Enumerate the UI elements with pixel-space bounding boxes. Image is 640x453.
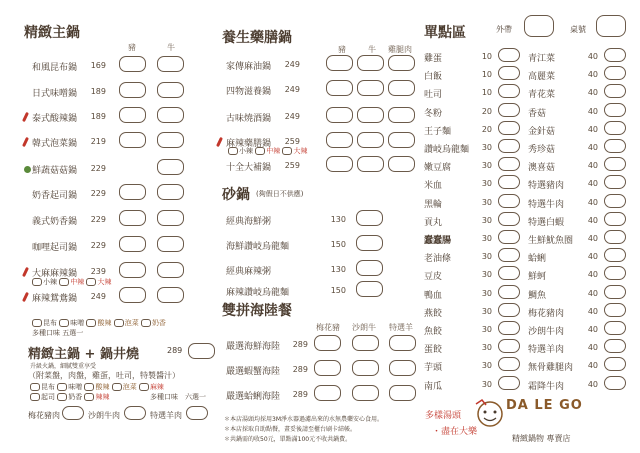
alacarte-left-name: 芋頭	[424, 363, 443, 373]
herbal-title: 養生藥膳鍋	[222, 30, 292, 46]
yy-opt-label: 味噌	[70, 319, 85, 327]
claypot-item-name: 經典海鮮粥	[226, 217, 272, 227]
claypot-item-name: 經典麻辣粥	[226, 267, 272, 277]
logo-text: DA LE GO	[506, 398, 583, 413]
alacarte-right-price: 40	[587, 161, 598, 170]
alacarte-right-price: 40	[587, 125, 598, 134]
alacarte-right-name: 高麗菜	[528, 72, 556, 82]
spicy-opt-label: 小辣	[239, 147, 253, 155]
alacarte-left-name: 豆皮	[424, 272, 443, 282]
seafood-qty-box[interactable]	[389, 385, 416, 401]
seafood-qty-box[interactable]	[389, 335, 416, 351]
alacarte-left-price: 30	[481, 179, 492, 188]
chili-icon	[216, 137, 223, 147]
hotpot-item-price: 249	[90, 292, 106, 301]
yuanyang-note: 多種口味 五選一	[32, 329, 84, 337]
hotpot-beef-box[interactable]	[157, 287, 184, 303]
alacarte-left-name: 鴨血	[424, 291, 443, 301]
claypot-qty-box[interactable]	[356, 281, 383, 297]
alacarte-left-box[interactable]	[498, 339, 520, 353]
alacarte-right-price: 40	[587, 361, 598, 370]
claypot-qty-box[interactable]	[356, 210, 383, 226]
alacarte-right-price: 40	[587, 270, 598, 279]
alacarte-right-name: 特選豬肉	[528, 181, 565, 191]
yy-opt-checkbox[interactable]	[59, 319, 69, 327]
table-box[interactable]	[596, 15, 626, 37]
combo-opt-checkbox[interactable]	[30, 383, 40, 391]
herbal-item-price: 249	[284, 112, 300, 121]
combo-opt-label: 昆布	[41, 383, 55, 391]
seafood-title: 雙拼海陸餐	[222, 303, 292, 319]
alacarte-left-name: 貢丸	[424, 218, 443, 228]
alacarte-right-box[interactable]	[604, 175, 626, 189]
yy-opt-label: 泡菜	[124, 319, 139, 327]
alacarte-left-name: 魚餃	[424, 327, 443, 337]
combo-meat-1: 沙朗牛肉	[88, 411, 120, 420]
chili-icon	[22, 267, 29, 277]
alacarte-left-box[interactable]	[498, 230, 520, 244]
alacarte-left-price: 30	[481, 270, 492, 279]
combo-opt-label: 奶香	[68, 393, 83, 401]
herbal-qty-box[interactable]	[357, 156, 384, 172]
hotpot-spicy-options	[32, 277, 111, 287]
alacarte-right-price: 40	[587, 343, 598, 352]
herbal-qty-box[interactable]	[326, 132, 353, 148]
alacarte-right-price: 40	[587, 216, 598, 225]
alacarte-left-box[interactable]	[498, 248, 520, 262]
herbal-qty-box[interactable]	[326, 107, 353, 123]
alacarte-right-box[interactable]	[604, 48, 626, 62]
alacarte-right-price: 40	[587, 289, 598, 298]
mascot-logo	[470, 396, 510, 430]
hotpot-pork-box[interactable]	[119, 262, 146, 278]
alacarte-right-price: 40	[587, 70, 598, 79]
alacarte-right-name: 特選牛肉	[528, 200, 565, 210]
hotpot-beef-box[interactable]	[157, 236, 184, 252]
herbal-item-name: 四物滋養鍋	[226, 87, 272, 97]
seafood-qty-box[interactable]	[352, 385, 379, 401]
hotpot-col-beef: 牛	[167, 43, 175, 52]
yuanyang-options	[32, 318, 166, 328]
alacarte-right-box[interactable]	[604, 357, 626, 371]
alacarte-left-box[interactable]	[498, 285, 520, 299]
alacarte-right-name: 梅花豬肉	[528, 309, 565, 319]
hotpot-pork-box[interactable]	[119, 107, 146, 123]
alacarte-right-price: 40	[587, 179, 598, 188]
alacarte-right-box[interactable]	[604, 66, 626, 80]
alacarte-right-price: 40	[587, 88, 598, 97]
combo-meat-2: 特選羊肉	[150, 411, 182, 420]
yy-opt-checkbox[interactable]	[86, 319, 96, 327]
herbal-item-price: 259	[284, 161, 300, 170]
alacarte-left-box[interactable]	[498, 48, 520, 62]
alacarte-right-name: 沙朗牛肉	[528, 327, 565, 337]
seafood-col3: 特選羊	[389, 323, 413, 332]
alacarte-left-box[interactable]	[498, 139, 520, 153]
yy-opt-label: 奶香	[151, 319, 166, 327]
hotpot-beef-box[interactable]	[157, 56, 184, 72]
seafood-item-name: 嚴選海鮮海陸	[226, 342, 281, 352]
seafood-qty-box[interactable]	[314, 335, 341, 351]
alacarte-left-price: 30	[481, 361, 492, 370]
alacarte-left-price: 30	[481, 216, 492, 225]
alacarte-right-price: 40	[587, 325, 598, 334]
hotpot-beef-box[interactable]	[157, 132, 184, 148]
alacarte-right-price: 40	[587, 107, 598, 116]
herbal-qty-box[interactable]	[357, 55, 384, 71]
footer-note-2: ＊共鍋需的收50元，單點滿100元不收共鍋費。	[224, 436, 352, 443]
hotpot-title: 精緻主鍋	[24, 25, 80, 41]
alacarte-left-box[interactable]	[498, 103, 520, 117]
alacarte-right-box[interactable]	[604, 321, 626, 335]
hotpot-item-name: 日式味噌鍋	[32, 89, 78, 99]
hotpot-item-name: 韓式泡菜鍋	[32, 139, 78, 149]
combo-opt-checkbox[interactable]	[84, 393, 94, 401]
alacarte-right-name: 蛤蜊	[528, 254, 547, 264]
alacarte-left-box[interactable]	[498, 121, 520, 135]
yy-opt-checkbox[interactable]	[114, 319, 124, 327]
hotpot-item-price: 229	[90, 215, 106, 224]
hotpot-beef-box[interactable]	[157, 159, 184, 175]
footer-slogan-1: 多樣湯頭	[425, 411, 462, 421]
alacarte-left-price: 30	[481, 289, 492, 298]
seafood-qty-box[interactable]	[389, 360, 416, 376]
leaf-icon	[24, 166, 31, 173]
claypot-item-price: 150	[330, 286, 346, 295]
herbal-qty-box[interactable]	[357, 132, 384, 148]
herbal-qty-box[interactable]	[357, 80, 384, 96]
takeout-box[interactable]	[524, 15, 554, 37]
alacarte-left-price: 30	[481, 234, 492, 243]
hotpot-item-price: 189	[90, 87, 106, 96]
alacarte-left-price: 30	[481, 343, 492, 352]
alacarte-left-price: 10	[481, 88, 492, 97]
herbal-qty-box[interactable]	[326, 55, 353, 71]
alacarte-right-box[interactable]	[604, 194, 626, 208]
hotpot-item-price: 229	[90, 189, 106, 198]
herbal-item-name: 十全大補鍋	[226, 163, 272, 173]
hotpot-beef-box[interactable]	[157, 184, 184, 200]
alacarte-left-price: 10	[481, 70, 492, 79]
alacarte-left-price: 20	[481, 125, 492, 134]
hotpot-item-price: 239	[90, 267, 106, 276]
claypot-item-price: 150	[330, 240, 346, 249]
hotpot-item-name: 鮮蔬菇菇鍋	[32, 166, 78, 176]
chili-icon	[22, 112, 29, 122]
alacarte-right-box[interactable]	[604, 84, 626, 98]
table-label: 桌號	[570, 25, 586, 34]
footer-note-1: ＊本店採取自助點餐，畫妥後請至櫃台刷卡結帳。	[224, 426, 357, 433]
alacarte-right-price: 40	[587, 252, 598, 261]
spicy-opt-checkbox[interactable]	[59, 278, 69, 286]
claypot-note: (夠假日不供應)	[256, 190, 304, 198]
combo-opt-checkbox[interactable]	[112, 383, 122, 391]
alacarte-right-box[interactable]	[604, 230, 626, 244]
spicy-opt-checkbox[interactable]	[228, 147, 238, 155]
herbal-item-name: 家傳麻油鍋	[226, 62, 272, 72]
claypot-title: 砂鍋	[222, 187, 250, 203]
herbal-spicy-options	[228, 146, 307, 156]
alacarte-left-name: 蠢蠢腸	[424, 236, 452, 246]
alacarte-right-price: 40	[587, 234, 598, 243]
alacarte-left-box[interactable]	[498, 376, 520, 390]
hotpot-item-name: 和風昆布鍋	[32, 63, 78, 73]
alacarte-right-name: 特選白蝦	[528, 218, 565, 228]
alacarte-left-name: 黑輪	[424, 200, 443, 210]
claypot-item-name: 麻辣讚岐烏龍麵	[226, 288, 290, 298]
yy-opt-label: 昆布	[43, 319, 57, 327]
combo-meat-2-box[interactable]	[186, 406, 208, 420]
hotpot-pork-box[interactable]	[119, 236, 146, 252]
alacarte-left-box[interactable]	[498, 303, 520, 317]
hotpot-col-pork: 豬	[128, 43, 136, 52]
spicy-opt-checkbox[interactable]	[282, 147, 292, 155]
seafood-qty-box[interactable]	[352, 360, 379, 376]
alacarte-left-price: 30	[481, 252, 492, 261]
herbal-qty-box[interactable]	[388, 80, 415, 96]
alacarte-left-price: 30	[481, 325, 492, 334]
alacarte-left-box[interactable]	[498, 212, 520, 226]
hotpot-item-price: 169	[90, 61, 106, 70]
hotpot-item-name: 大麻麻辣鍋	[32, 269, 78, 279]
spicy-opt-label: 中辣	[266, 147, 281, 155]
herbal-qty-box[interactable]	[388, 132, 415, 148]
alacarte-left-name: 嫩豆腐	[424, 163, 452, 173]
alacarte-right-box[interactable]	[604, 157, 626, 171]
alacarte-right-price: 40	[587, 52, 598, 61]
combo-meat-0-box[interactable]	[62, 406, 84, 420]
alacarte-right-name: 金針菇	[528, 127, 556, 137]
alacarte-left-name: 吐司	[424, 90, 443, 100]
herbal-qty-box[interactable]	[388, 107, 415, 123]
yy-opt-label: 酸辣	[97, 319, 112, 327]
seafood-col1: 梅花豬	[316, 323, 340, 332]
seafood-item-name: 嚴選蝦蟹海陸	[226, 367, 281, 377]
herbal-qty-box[interactable]	[326, 156, 353, 172]
hotpot-beef-box[interactable]	[157, 82, 184, 98]
hotpot-item-name: 奶香起司鍋	[32, 191, 78, 201]
hotpot-beef-box[interactable]	[157, 210, 184, 226]
alacarte-right-name: 香菇	[528, 109, 547, 119]
spicy-opt-checkbox[interactable]	[255, 147, 265, 155]
alacarte-left-box[interactable]	[498, 194, 520, 208]
seafood-item-price: 289	[292, 390, 308, 399]
alacarte-left-box[interactable]	[498, 84, 520, 98]
combo-opt-label: 味噌	[68, 383, 83, 391]
herbal-item-name: 古味燒酒鍋	[226, 114, 272, 124]
alacarte-left-name: 米血	[424, 181, 443, 191]
herbal-qty-box[interactable]	[326, 80, 353, 96]
alacarte-right-name: 秀珍菇	[528, 145, 556, 155]
herbal-item-price: 249	[284, 60, 300, 69]
alacarte-left-box[interactable]	[498, 66, 520, 80]
combo-opt-label: 辣辣	[95, 393, 110, 401]
combo-meat-label: 多種口味 六選一	[150, 393, 206, 401]
footer-note-0: ＊本店湯頭均採用3M淨水器過濾出來的水無農藥安心食用。	[224, 416, 383, 423]
combo-opt-checkbox[interactable]	[30, 393, 40, 401]
hotpot-beef-box[interactable]	[157, 262, 184, 278]
combo-sub1: 升級火鍋，細膩雙重享受	[30, 363, 97, 370]
spicy-opt-label: 大辣	[293, 147, 308, 155]
hotpot-item-price: 229	[90, 241, 106, 250]
combo-opt-label: 酸辣	[95, 383, 110, 391]
alacarte-right-box[interactable]	[604, 303, 626, 317]
alacarte-left-name: 蛋餃	[424, 345, 443, 355]
alacarte-right-box[interactable]	[604, 212, 626, 226]
spicy-opt-label: 大辣	[97, 278, 112, 286]
hotpot-item-name: 義式奶香鍋	[32, 217, 78, 227]
hotpot-item-price: 229	[90, 164, 106, 173]
yy-opt-checkbox[interactable]	[141, 319, 151, 327]
alacarte-left-name: 燕餃	[424, 309, 443, 319]
spicy-opt-checkbox[interactable]	[32, 278, 42, 286]
herbal-item-price: 249	[284, 85, 300, 94]
chili-icon	[22, 292, 29, 302]
combo-opt-checkbox[interactable]	[139, 383, 149, 391]
claypot-item-price: 130	[330, 265, 346, 274]
alacarte-left-box[interactable]	[498, 157, 520, 171]
alacarte-right-price: 40	[587, 198, 598, 207]
hotpot-pork-box[interactable]	[119, 210, 146, 226]
seafood-item-price: 289	[292, 365, 308, 374]
seafood-qty-box[interactable]	[314, 360, 341, 376]
alacarte-right-box[interactable]	[604, 266, 626, 280]
alacarte-left-price: 30	[481, 143, 492, 152]
spicy-opt-checkbox[interactable]	[86, 278, 96, 286]
seafood-qty-box[interactable]	[314, 385, 341, 401]
chili-icon	[22, 137, 29, 147]
alacarte-right-name: 青花菜	[528, 90, 556, 100]
combo-qty-box[interactable]	[188, 343, 215, 359]
combo-sub2: （附菜盤，肉盤，雞蛋，吐司，特製醬汁）	[28, 371, 180, 380]
hotpot-item-name: 泰式酸辣鍋	[32, 114, 78, 124]
alacarte-right-box[interactable]	[604, 376, 626, 390]
combo-opt-checkbox[interactable]	[57, 383, 67, 391]
alacarte-right-name: 特選羊肉	[528, 345, 565, 355]
hotpot-pork-box[interactable]	[119, 82, 146, 98]
herbal-item-price: 259	[284, 137, 300, 146]
hotpot-item-name: 咖哩起司鍋	[32, 243, 78, 253]
hotpot-pork-box[interactable]	[119, 56, 146, 72]
alacarte-left-price: 10	[481, 52, 492, 61]
combo-base-options	[30, 382, 164, 392]
seafood-qty-box[interactable]	[352, 335, 379, 351]
hotpot-item-price: 189	[90, 112, 106, 121]
seafood-item-name: 嚴選蛤蜊海陸	[226, 392, 281, 402]
alacarte-right-name: 鯛魚	[528, 291, 547, 301]
herbal-col-pork: 豬	[338, 45, 346, 54]
seafood-item-price: 289	[292, 340, 308, 349]
combo-extra-options	[30, 392, 109, 402]
alacarte-right-name: 澳喜菇	[528, 163, 556, 173]
alacarte-right-price: 40	[587, 380, 598, 389]
spicy-opt-label: 中辣	[70, 278, 85, 286]
hotpot-pork-box[interactable]	[119, 132, 146, 148]
alacarte-right-box[interactable]	[604, 103, 626, 117]
alacarte-left-name: 南瓜	[424, 382, 443, 392]
alacarte-right-price: 40	[587, 307, 598, 316]
hotpot-pork-box[interactable]	[119, 287, 146, 303]
combo-meat-0: 梅花豬肉	[28, 411, 60, 420]
alacarte-right-box[interactable]	[604, 339, 626, 353]
alacarte-left-name: 雞蛋	[424, 54, 443, 64]
combo-title: 精緻主鍋 + 鍋井燒	[28, 347, 139, 362]
alacarte-left-price: 30	[481, 161, 492, 170]
alacarte-left-name: 冬粉	[424, 109, 443, 119]
alacarte-left-price: 30	[481, 198, 492, 207]
alacarte-left-price: 30	[481, 380, 492, 389]
alacarte-left-name: 王子麵	[424, 127, 452, 137]
hotpot-item-price: 219	[90, 137, 106, 146]
alacarte-left-name: 白飯	[424, 72, 443, 82]
combo-meat-1-box[interactable]	[124, 406, 146, 420]
alacarte-right-name: 生鮮魷魚圈	[528, 236, 574, 246]
shop-name: 精緻鍋物 專賣店	[512, 434, 571, 443]
alacarte-left-box[interactable]	[498, 266, 520, 280]
hotpot-beef-box[interactable]	[157, 107, 184, 123]
alacarte-right-price: 40	[587, 143, 598, 152]
claypot-item-name: 海鮮讚岐烏龍麵	[226, 242, 290, 252]
seafood-col2: 沙朗牛	[352, 323, 376, 332]
alacarte-left-box[interactable]	[498, 321, 520, 335]
alacarte-left-box[interactable]	[498, 175, 520, 189]
takeout-label: 外帶	[496, 25, 512, 34]
hotpot-item-name: 麻辣鴛鴦鍋	[32, 294, 78, 304]
hotpot-pork-box[interactable]	[119, 184, 146, 200]
combo-opt-checkbox[interactable]	[84, 383, 94, 391]
alacarte-left-price: 20	[481, 107, 492, 116]
alacarte-right-box[interactable]	[604, 139, 626, 153]
claypot-item-price: 130	[330, 215, 346, 224]
combo-price: 289	[167, 346, 183, 355]
alacarte-left-name: 讚岐烏龍麵	[424, 145, 470, 155]
yy-opt-checkbox[interactable]	[32, 319, 42, 327]
herbal-qty-box[interactable]	[388, 156, 415, 172]
claypot-qty-box[interactable]	[356, 235, 383, 251]
alacarte-title: 單點區	[424, 25, 466, 41]
alacarte-left-price: 30	[481, 307, 492, 316]
footer-slogan-2: ・盡在大樂	[432, 427, 478, 437]
alacarte-right-name: 青江菜	[528, 54, 556, 64]
combo-opt-checkbox[interactable]	[57, 393, 67, 401]
herbal-item-name: 麻辣藥膳鍋	[226, 139, 272, 149]
combo-opt-label: 起司	[41, 393, 55, 401]
herbal-qty-box[interactable]	[388, 55, 415, 71]
herbal-col-beef: 牛	[368, 45, 376, 54]
combo-opt-label: 麻辣	[149, 383, 164, 391]
alacarte-right-box[interactable]	[604, 285, 626, 299]
alacarte-left-name: 老油條	[424, 254, 452, 264]
combo-opt-label: 泡菜	[122, 383, 137, 391]
claypot-qty-box[interactable]	[356, 260, 383, 276]
alacarte-right-name: 鮮蚵	[528, 272, 547, 282]
herbal-qty-box[interactable]	[357, 107, 384, 123]
alacarte-right-box[interactable]	[604, 121, 626, 135]
alacarte-left-box[interactable]	[498, 357, 520, 371]
herbal-col-chicken: 雞腿肉	[388, 45, 412, 54]
spicy-opt-label: 小辣	[43, 278, 57, 286]
alacarte-right-box[interactable]	[604, 248, 626, 262]
alacarte-right-name: 霜降牛肉	[528, 382, 565, 392]
alacarte-right-name: 無骨雞腿肉	[528, 363, 574, 373]
